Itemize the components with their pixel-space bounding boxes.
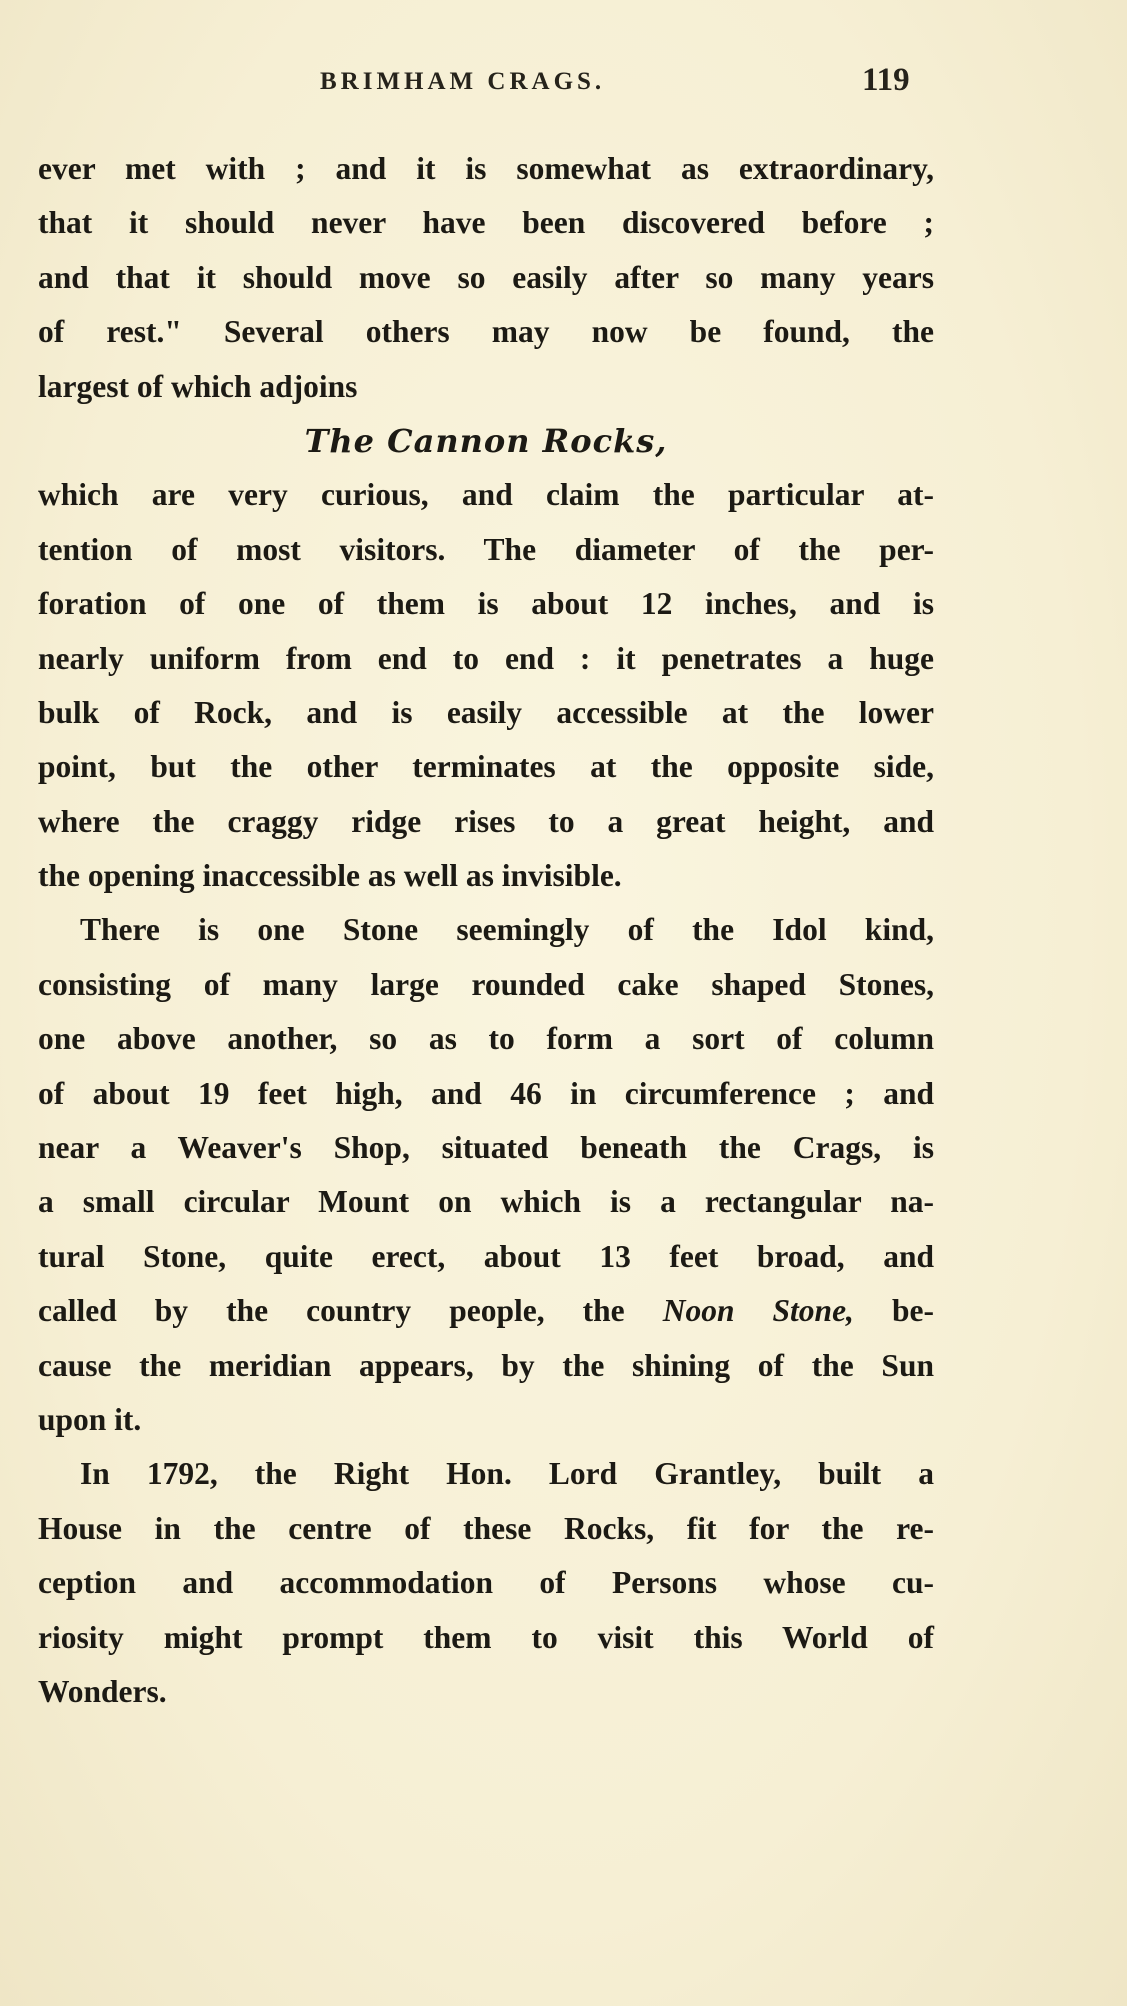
text-line: upon it.	[38, 1401, 142, 1437]
text-line: tural Stone, quite erect, about 13 feet broad, and	[38, 1238, 934, 1274]
section-heading: The Cannon Rocks,	[304, 421, 668, 460]
text-line: of about 19 feet high, and 46 in circumference ; and	[38, 1075, 934, 1111]
text-line: Wonders.	[38, 1673, 167, 1709]
page-number: 119	[862, 62, 910, 98]
text-line: tention of most visitors. The diameter of the per-	[38, 531, 934, 567]
text-line: There is one Stone seemingly of the Idol kind,	[80, 912, 934, 948]
body-text	[38, 142, 934, 1719]
running-title: BRIMHAM CRAGS.	[320, 68, 606, 95]
text-line: a small circular Mount on which is a rectangular na-	[38, 1184, 934, 1220]
text-line: ception and accommodation of Persons whose cu-	[38, 1565, 934, 1601]
text-line: riosity might prompt them to visit this World of	[38, 1619, 934, 1655]
text-line: nearly uniform from end to end : it penetrates a huge	[38, 640, 934, 676]
text-line: consisting of many large rounded cake shaped Stones,	[38, 966, 934, 1002]
text-line: largest of which adjoins	[38, 368, 358, 404]
text-line: In 1792, the Right Hon. Lord Grantley, built a	[80, 1456, 934, 1492]
text-line: cause the meridian appears, by the shining of the Sun	[38, 1347, 934, 1383]
text-line: of rest." Several others may now be found, the	[38, 314, 934, 350]
text-line: that it should never have been discovered before ;	[38, 205, 934, 241]
text-line: the opening inaccessible as well as invisible.	[38, 858, 622, 894]
text-line: point, but the other terminates at the opposite side,	[38, 749, 934, 785]
text-line: which are very curious, and claim the particular at-	[38, 477, 934, 513]
text-line: one above another, so as to form a sort of column	[38, 1021, 934, 1057]
text-line: House in the centre of these Rocks, fit for the re-	[38, 1510, 934, 1546]
text-line	[38, 1284, 934, 1338]
text-line: and that it should move so easily after so many years	[38, 259, 934, 295]
text-line: near a Weaver's Shop, situated beneath the Crags, is	[38, 1130, 934, 1166]
text-line: ever met with ; and it is somewhat as extraordinary,	[38, 151, 934, 186]
text-line: where the craggy ridge rises to a great height, and	[38, 803, 934, 839]
text-line: foration of one of them is about 12 inches, and is	[38, 586, 934, 622]
text-segment: called by the country people, the	[38, 1293, 663, 1329]
italic-phrase: Noon Stone,	[662, 1293, 854, 1329]
text-line: bulk of Rock, and is easily accessible at the lower	[38, 694, 934, 730]
text-segment: be-	[853, 1293, 934, 1329]
